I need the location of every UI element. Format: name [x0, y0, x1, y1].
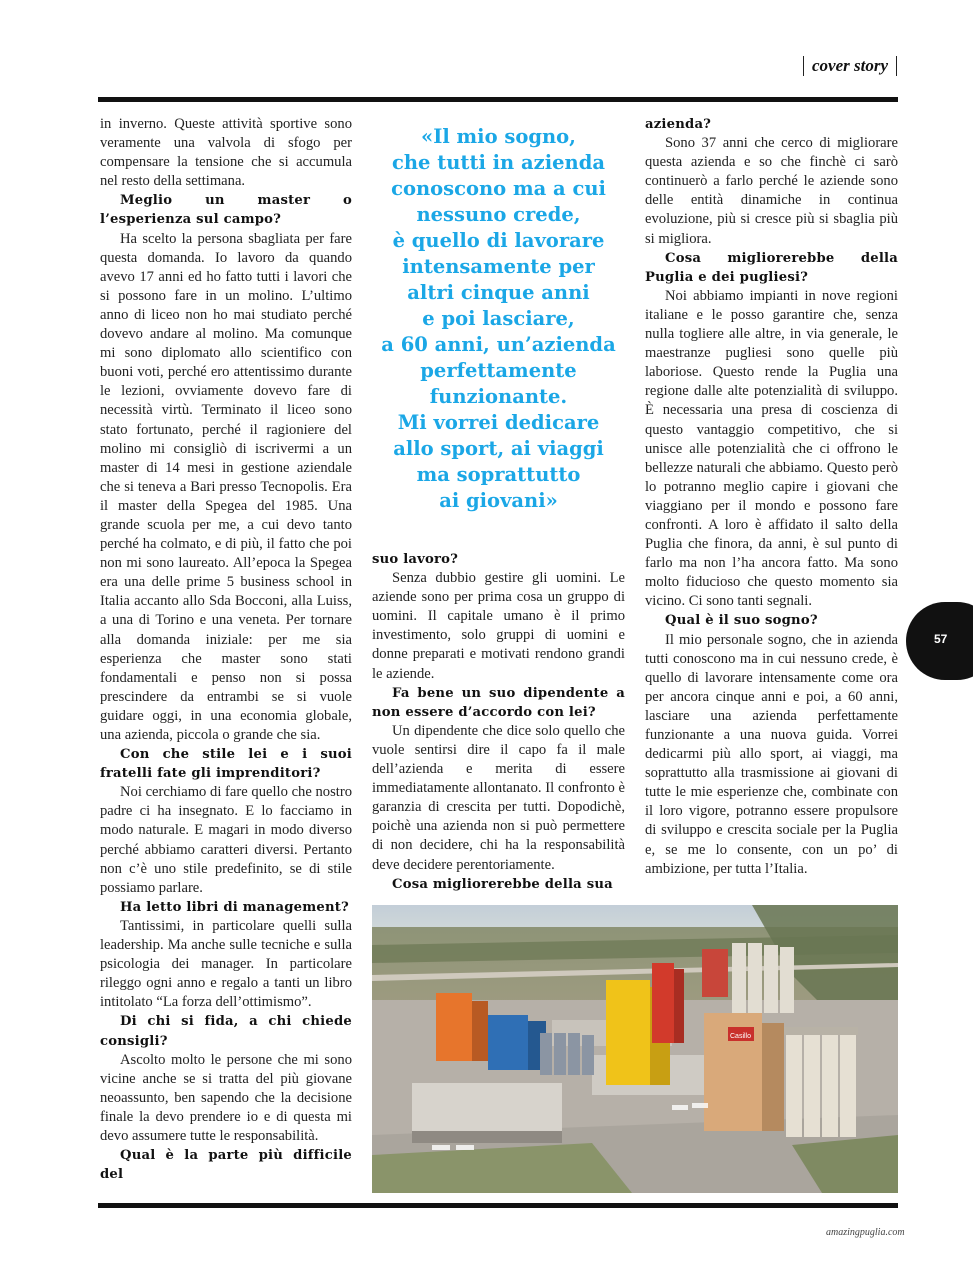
interview-paragraph: in inverno. Queste attività sportive sono veramente una valvola di sfogo per compensare la tensione che si accumula nel resto della settimana. — [100, 116, 352, 190]
interview-paragraph: Noi abbiamo impianti in nove regioni italiane e le posso garantire che, senza nulla togliere alle altre, in via generale, le maestranze pugliesi sono quelle più laboriose. Questo rende la Puglia una regione dalle alte potenzialità di sviluppo. È necessaria una presa di coscienza di questo vantaggio competitivo, che si unisce alle potenzialità che ci offrono le bellezze naturali che abbiamo. Questo però lo potranno meglio capire i giovani che viaggiano per il mondo e possono fare confronti. A loro è affidato il salto della Puglia che finora, da anni, è sul punto di farlo ma non l’ha ancora fatto. Ma sono molto fiducioso che questo momento sia vicino. Ci sono tanti segnali. — [645, 287, 898, 610]
pull-quote-line: è quello di lavorare — [392, 229, 605, 252]
pull-quote-line: nessuno crede, — [416, 203, 581, 226]
interview-question: Cosa migliorerebbe della Puglia e dei pugliesi? — [645, 250, 898, 285]
top-rule — [98, 97, 898, 102]
pull-quote-line: a 60 anni, un’azienda — [381, 333, 616, 356]
interview-question: Meglio un master o l’esperienza sul campo? — [100, 193, 352, 228]
pull-quote-line: allo sport, ai viaggi — [393, 437, 604, 460]
interview-question: Qual è il suo sogno? — [665, 613, 818, 629]
page-number: 57 — [934, 632, 948, 646]
pull-quote-line: Mi vorrei dedicare — [397, 411, 600, 434]
interview-paragraph: Tantissimi, in particolare quelli sulla leadership. Ma anche sulle tecniche e sulla psicologia dei manager. In particolare rileggo ogni anno e regalo a tanti un libro intitolato “La forza dell’ottimismo”. — [100, 917, 352, 1011]
main-mill-tower — [704, 1013, 784, 1131]
blue-building — [488, 1015, 546, 1070]
interview-paragraph: Un dipendente che dice solo quello che vuole sentirsi dire il capo fa il male dell’azienda e merita di essere immediatamente allontanato. Il confronto è garanzia di crescita per tutti. Dopodichè, poichè una azienda non si può permettere di non decidere, chi ha la responsabilità deve decidere perentoriamente. — [372, 722, 625, 873]
article-column-2 — [372, 550, 625, 894]
factory-illustration — [372, 905, 898, 1193]
interview-question: Cosa migliorerebbe della sua — [392, 876, 613, 892]
pull-quote-line: perfettamente — [420, 359, 577, 382]
bottom-rule — [98, 1203, 898, 1208]
interview-question: Con che stile lei e i suoi fratelli fate gli imprenditori? — [100, 747, 352, 782]
interview-question: Ha letto libri di management? — [120, 899, 349, 915]
interview-question: Qual è la parte più difficile del — [100, 1148, 352, 1183]
pull-quote-line: che tutti in azienda — [392, 151, 605, 174]
red-tower — [652, 963, 684, 1043]
pull-quote-line: «Il mio sogno, — [421, 125, 576, 148]
interview-paragraph: Noi cerchiamo di fare quello che nostro padre ci ha insegnato. E lo facciamo in modo naturale. E magari in modo diverso perché abbiamo caratteri diversi. Pertanto non c’è uno stile predefinito, se di stile possiamo parlare. — [100, 784, 352, 896]
pull-quote-line: conoscono ma a cui — [391, 177, 606, 200]
section-header — [803, 55, 897, 77]
interview-question: azienda? — [645, 117, 712, 132]
section-label: cover story — [811, 56, 888, 75]
orange-tower — [436, 993, 488, 1061]
warehouse-wall — [412, 1131, 562, 1143]
aerial-factory-photo — [372, 905, 898, 1193]
interview-paragraph: Ascolto molto le persone che mi sono vicine anche se si tratta del più giovane neoassunto, ben sapendo che la decisione finale la devo prendere io e di questa mi devo assumere tutte le responsabilità. — [100, 1051, 352, 1144]
warehouse-roof — [412, 1083, 562, 1131]
red-silo-block — [702, 949, 728, 997]
interview-paragraph: Ha scelto la persona sbagliata per fare questa domanda. Io lavoro da quando avevo 17 anni ed ho fatto tutti i lavori che si possono fare in un molino. L’ultimo anno di liceo non ho mai studiato perché dovevo andare al molino. Ma comunque mi sono diplomato allo scientifico con buoni voti, perché ero attentissimo durante le lezioni, ovviamente dovevo fare di necessità virtù. Terminato il liceo sono stato fortunato, perché il ragioniere del molino mi consigliò di iscrivermi a un master di 14 mesi in gestione aziendale che si teneva a Bari presso Tecnopolis. Era il master della Spegea del 1985. Una grande scuola per me, a cui devo tanto perché ha colmato, e di più, il fatto che poi non mi sono laureato. All’epoca la Spegea era una delle prime 5 business school in Italia accanto allo Sda Bocconi, alla Luiss, a una di Torino e una veneta. Per tornare alla domanda iniziale: per me sia esperienza che master sono stati fondamentali e penso non si possa prescindere da entrambi se si vuole guidare oggi, in una economia globale, una azienda, piccola o grande che sia. — [100, 230, 352, 743]
footer-site: amazingpuglia.com — [826, 1227, 905, 1238]
pull-quote-line: ma soprattutto — [416, 463, 581, 486]
pull-quote-line: e poi lasciare, — [422, 307, 575, 330]
page-number-tab — [906, 602, 973, 680]
factory-sign: Casillo — [730, 1033, 752, 1040]
header-divider — [896, 56, 897, 76]
interview-question: Di chi si fida, a chi chiede consigli? — [100, 1014, 352, 1049]
interview-paragraph: Sono 37 anni che cerco di migliorare questa azienda e so che finchè ci sarò continuerò a farlo perché le aziende sono delle entità dinamiche in continua evoluzione, più si cresce più si sbaglia più si migliora. — [645, 135, 898, 247]
interview-question: suo lavoro? — [372, 552, 459, 567]
article-column-3 — [645, 115, 898, 879]
pull-quote-line: intensamente per — [402, 255, 595, 278]
pull-quote — [372, 124, 625, 514]
interview-paragraph: Il mio personale sogno, che in azienda tutti conoscono ma in cui nessuno crede, è quello di lavorare intensamente come ora per ancora cinque anni e poi, a 60 anni, lasciare una azienda perfettamente funzionante a una nuova guida. Vorrei dedicarmi più allo sport, ai viaggi, ma soprattutto alla trasmissione ai giovani di tutte le mie esperienze che, combinate con il loro vigore, potranno essere propulsore di sviluppo e crescita sociale per la Puglia e, se me lo consente, con un po’ di ambizione, per tutta l’Italia. — [645, 631, 898, 877]
interview-paragraph: Senza dubbio gestire gli uomini. Le aziende sono per prima cosa un gruppo di uomini. Il capitale umano è il primo investimento, solo gruppi di uomini e donne preparati e motivati rendono grandi le aziende. — [372, 570, 625, 682]
silo-battery-roof — [784, 1027, 858, 1035]
pull-quote-line: funzionante. — [429, 385, 568, 408]
pull-quote-line: ai giovani» — [439, 489, 558, 512]
article-column-1 — [100, 115, 352, 1184]
pull-quote-line: altri cinque anni — [407, 281, 590, 304]
interview-question: Fa bene un suo dipendente a non essere d’accordo con lei? — [372, 685, 625, 720]
